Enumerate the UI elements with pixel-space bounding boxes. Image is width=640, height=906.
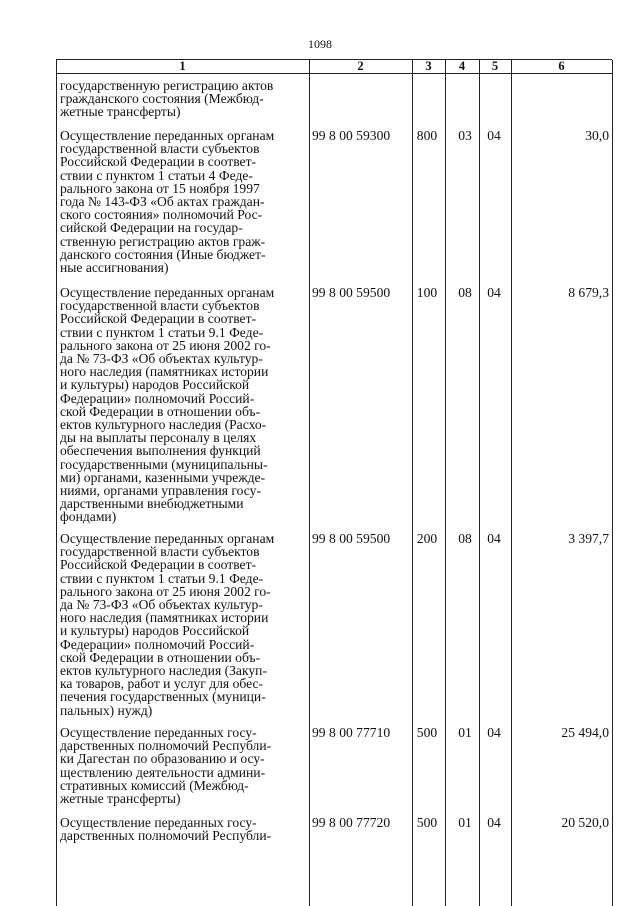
row-name: Осуществление переданных органам государственной власти субъектов Российской Федерации в соответ- ствии с пунктом 1 статьи 4 Феде- рального закона от 15 ноября 1997 года № 143-ФЗ «Об актах граждан- ского состояния» полномочий Рос- сийской Федерации на государ- ственную регистрацию актов граж- данского состояния (Иные бюджет- ные ассигнования) bbox=[60, 128, 275, 276]
row-section: 08 bbox=[458, 531, 472, 546]
row-section: 01 bbox=[458, 815, 472, 830]
column-divider bbox=[309, 60, 310, 906]
column-divider bbox=[479, 60, 480, 906]
row-amount: 25 494,0 bbox=[561, 725, 609, 740]
row-target-code: 99 8 00 59500 bbox=[312, 285, 391, 300]
header-rule bbox=[56, 73, 612, 74]
page-number: 1098 bbox=[308, 37, 332, 51]
row-name: Осуществление переданных госу- дарственных полномочий Республи- ки Дагестан по образованию и осу- ществлению деятельности админи- стративных комиссий (Межбюд- жетные трансферты) bbox=[60, 725, 272, 807]
row-expense-type: 800 bbox=[416, 128, 438, 143]
column-divider bbox=[56, 60, 57, 906]
header-cell-1: 1 bbox=[179, 59, 186, 73]
row-expense-type: 100 bbox=[416, 285, 438, 300]
row-amount: 8 679,3 bbox=[568, 285, 609, 300]
row-expense-type: 500 bbox=[416, 815, 438, 830]
column-divider bbox=[445, 60, 446, 906]
column-divider bbox=[511, 60, 512, 906]
row-subsection: 04 bbox=[487, 815, 501, 830]
row-target-code: 99 8 00 59500 bbox=[312, 531, 391, 546]
row-target-code: 99 8 00 77720 bbox=[312, 815, 391, 830]
row-amount: 20 520,0 bbox=[561, 815, 609, 830]
header-cell-2: 2 bbox=[357, 59, 364, 73]
row-name: Осуществление переданных органам государственной власти субъектов Российской Федерации в соответ- ствии с пунктом 1 статьи 9.1 Феде- рального закона от 25 июня 2002 го- да № 73-ФЗ «Об объектах культур- ного наследия (памятниках истории и культуры) народов Российской Федерации» полномочий Россий- ской Федерации в отношении объ- ектов культурного наследия (Расхо- ды на выплаты персоналу в целях обеспечения выполнения функций государственными (муниципальны- ми) органами, казенными учрежде- ниями, органами управления госу- дарственными внебюджетными фондами) bbox=[60, 285, 275, 525]
row-target-code: 99 8 00 59300 bbox=[312, 128, 391, 143]
row-name: Осуществление переданных органам государственной власти субъектов Российской Федерации в соответ- ствии с пунктом 1 статьи 9.1 Феде- рального закона от 25 июня 2002 го- да № 73-ФЗ «Об объектах культур- ного наследия (памятниках истории и культуры) народов Российской Федерации» полномочий Россий- ской Федерации в отношении объ- ектов культурного наследия (Закуп- ка товаров, работ и услуг для обес- печения государственных (муници- пальных) нужд) bbox=[60, 531, 275, 718]
row-section: 08 bbox=[458, 285, 472, 300]
header-cell-4: 4 bbox=[458, 59, 466, 73]
row-section: 01 bbox=[458, 725, 472, 740]
row-subsection: 04 bbox=[487, 128, 501, 143]
row-target-code: 99 8 00 77710 bbox=[312, 725, 391, 740]
row-subsection: 04 bbox=[487, 725, 501, 740]
row-section: 03 bbox=[458, 128, 472, 143]
row-expense-type: 200 bbox=[416, 531, 438, 546]
row-name: Осуществление переданных госу- дарственных полномочий Республи- bbox=[60, 815, 272, 844]
column-divider bbox=[412, 60, 413, 906]
header-cell-3: 3 bbox=[425, 59, 432, 73]
column-divider bbox=[612, 60, 613, 906]
budget-table bbox=[56, 59, 612, 906]
row-name: государственную регистрацию актов гражданского состояния (Межбюд- жетные трансферты) bbox=[60, 78, 274, 120]
row-expense-type: 500 bbox=[416, 725, 438, 740]
row-amount: 3 397,7 bbox=[568, 531, 609, 546]
header-cell-5: 5 bbox=[491, 59, 499, 73]
row-subsection: 04 bbox=[487, 285, 501, 300]
row-amount: 30,0 bbox=[585, 128, 609, 143]
header-cell-6: 6 bbox=[558, 59, 565, 73]
row-subsection: 04 bbox=[487, 531, 501, 546]
